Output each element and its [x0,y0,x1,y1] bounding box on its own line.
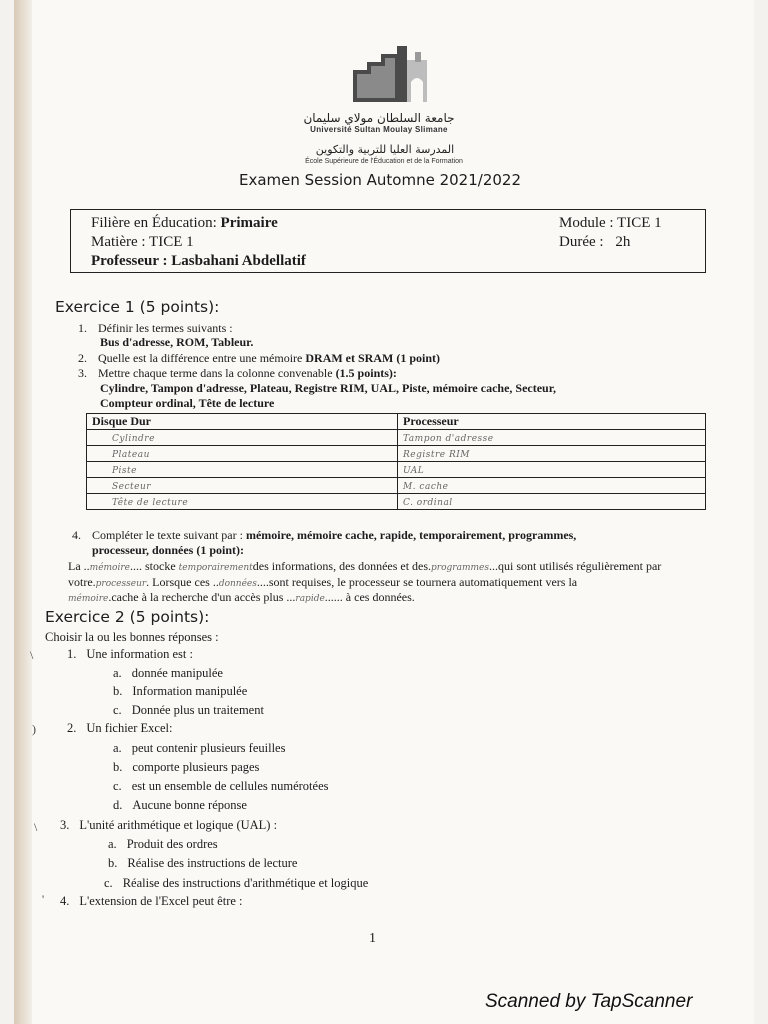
table-header-processeur: Processeur [398,414,706,430]
ex1-q3-points: (1.5 points): [335,366,397,380]
fill-blank: temporairement [178,563,253,573]
ex1-q2-text: Quelle est la différence entre une mémoire [98,351,303,365]
ex1-q2-bold: DRAM et SRAM (1 point) [305,351,441,365]
duree-line [559,234,630,251]
university-logo [345,42,433,110]
table-header-disque-dur: Disque Dur [87,414,398,430]
school-name-french: École Supérieure de l'Éducation et de la Formation [305,158,463,165]
ex2-q3-option-b: b. Réalise des instructions de lecture [108,856,298,870]
university-name-arabic: جامعة السلطان مولاي سليمان [303,111,455,125]
ex2-q2: 2. Un fichier Excel: [67,721,173,735]
ex1-q1-text: Définir les termes suivants : [98,321,233,335]
ex1-paragraph-line-1: La ..mémoire.... stocke temporairementdes informations, des données et des.programmes...qui sont utilisés régulièrement par [68,559,662,573]
exercise-2-title: Exercice 2 (5 points): [45,608,210,626]
table-cell: C. ordinal [398,494,706,510]
ex2-q2-option-b: b. comporte plusieurs pages [113,760,260,774]
ex1-q1 [78,321,233,336]
ex2-q1-option-c: c. Donnée plus un traitement [113,703,264,717]
ex1-paragraph-line-2: votre.processeur. Lorsque ces ..données....sont requises, le processeur se tournera automatiquement vers la [68,575,578,589]
table-row [87,446,706,462]
pencil-tick-mark: ' [42,892,45,906]
ex1-q4-words: mémoire, mémoire cache, rapide, temporairement, programmes, [245,528,577,542]
duree-value: 2h [615,234,631,250]
matiere-line: Matière : TICE 1 [91,234,194,250]
fill-blank: données [218,579,257,589]
duree-label: Durée : [559,234,604,250]
ex1-q4-number: 4. [72,528,81,542]
table-row [87,494,706,510]
course-info-box [70,209,706,273]
ex2-intro: Choisir la ou les bonnes réponses : [45,630,219,644]
ex2-q3: 3. L'unité arithmétique et logique (UAL) : [60,818,278,832]
fill-blank: mémoire [68,594,109,604]
classification-table [86,413,706,510]
pencil-tick-mark: \ [34,820,38,834]
university-name-french: Université Sultan Moulay Slimane [310,125,448,134]
table-cell: Cylindre [87,430,398,446]
table-cell: Registre RIM [398,446,706,462]
ex2-q2-option-c: c. est un ensemble de cellules numérotées [113,779,329,793]
filiere-label: Filière en Éducation: [91,215,217,231]
ex2-q1-option-b: b. Information manipulée [113,684,248,698]
fill-blank: processeur [95,579,147,589]
table-header-row [87,414,706,430]
ex1-q4 [72,528,576,543]
filiere-value: Primaire [220,215,278,231]
exam-title: Examen Session Automne 2021/2022 [238,171,521,189]
ex1-q1-number: 1. [78,321,87,335]
ex1-q2-number: 2. [78,351,87,365]
pencil-tick-mark: ) [32,722,36,736]
ex1-q3-terms-2: Compteur ordinal, Tête de lecture [100,396,275,410]
table-cell: Tête de lecture [87,494,398,510]
table-cell: Tampon d'adresse [398,430,706,446]
ex1-q2 [78,351,440,366]
ex1-q3-terms-1: Cylindre, Tampon d'adresse, Plateau, Registre RIM, UAL, Piste, mémoire cache, Secteur, [100,381,556,395]
ex2-q1-option-a: a. donnée manipulée [113,666,223,680]
pencil-tick-mark: \ [30,648,34,662]
fill-blank: programmes [431,563,489,573]
ex1-q4-text: Compléter le texte suivant par : [92,528,243,542]
table-row [87,478,706,494]
professeur-value: Lasbahani Abdellatif [171,253,306,269]
ex1-q4-words-2: processeur, données (1 point): [92,543,245,557]
ex2-q3-option-c: c. Réalise des instructions d'arithmétique et logique [104,876,369,890]
scanner-watermark: Scanned by TapScanner [485,991,693,1012]
professeur-line [91,253,306,270]
fill-blank: rapide [295,594,325,604]
page-number: 1 [369,931,376,946]
table-cell: UAL [398,462,706,478]
ex1-q3 [78,366,397,381]
exercise-1-title: Exercice 1 (5 points): [55,298,220,316]
professeur-label: Professeur : [91,253,168,269]
ex2-q2-option-d: d. Aucune bonne réponse [113,798,247,812]
table-cell: M. cache [398,478,706,494]
table-cell: Piste [87,462,398,478]
ex1-q3-text: Mettre chaque terme dans la colonne convenable [98,366,333,380]
scan-edge-shadow [14,0,32,1024]
fill-blank: mémoire [89,563,130,573]
table-cell: Plateau [87,446,398,462]
ex1-q1-terms: Bus d'adresse, ROM, Tableur. [100,335,254,349]
ex2-q2-option-a: a. peut contenir plusieurs feuilles [113,741,286,755]
table-cell: Secteur [87,478,398,494]
ex1-paragraph-line-3: mémoire.cache à la recherche d'un accès plus ...rapide...... à ces données. [68,590,415,604]
table-row [87,430,706,446]
ex1-q3-number: 3. [78,366,87,380]
filiere-line [91,215,278,232]
ex2-q4: 4. L'extension de l'Excel peut être : [60,894,243,908]
module-line: Module : TICE 1 [559,215,662,231]
ex2-q1: 1. Une information est : [67,647,193,661]
ex2-q3-option-a: a. Produit des ordres [108,837,218,851]
school-name-arabic: المدرسة العليا للتربية والتكوين [315,143,455,156]
table-row [87,462,706,478]
